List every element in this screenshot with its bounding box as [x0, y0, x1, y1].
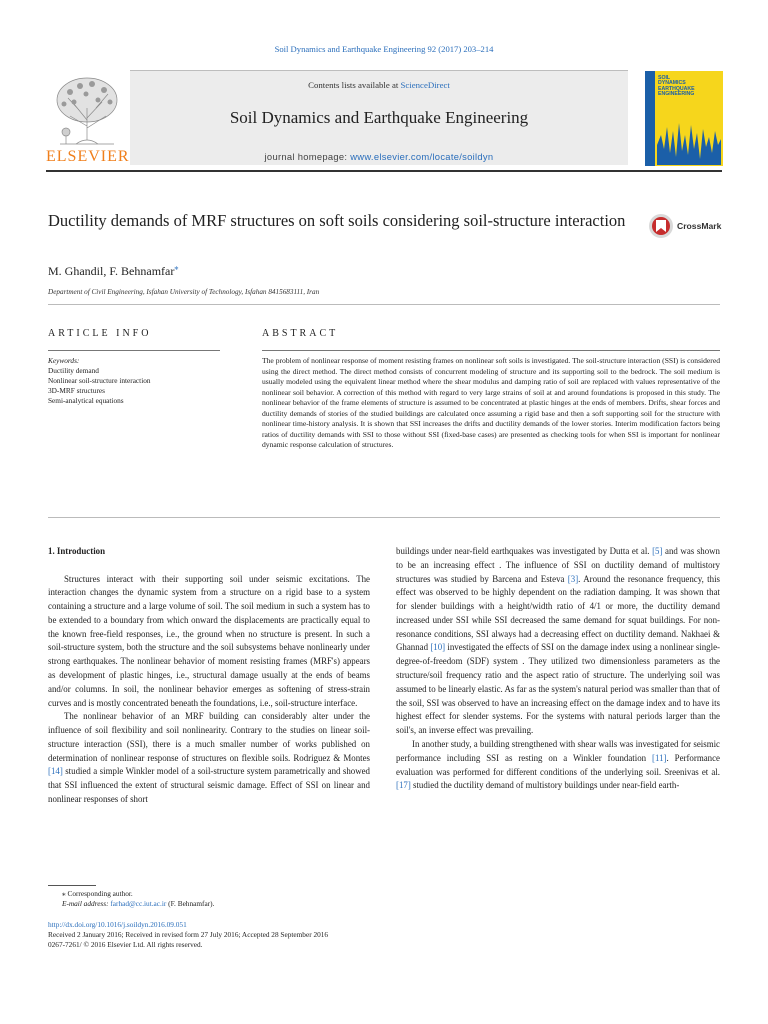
text-run: investigated the effects of SSI on the damage index using a nonlinear single-degree-of-freedom (SDF) system . They utilized two dimensionless parameters as the structure/soil frequency ratio and the aspect ratio of structure. The underlying soil was assumed to be linearly elastic. As far as the system's natural period was smaller than that of the soil, SSI was observed to have an increasing effect on the damage index and to have its highest effect for slender systems. For the systems with natural periods larger than the soil's, an inverse effect was prevailing. [396, 642, 720, 736]
contents-line [130, 80, 628, 90]
abstract-heading: ABSTRACT [262, 328, 339, 339]
abstract-end-divider [48, 517, 720, 518]
crossmark-label[interactable]: CrossMark [677, 221, 722, 231]
text-run: studied the ductility demand of multistory buildings under near-field earth- [410, 780, 680, 791]
elsevier-wordmark[interactable]: ELSEVIER [46, 148, 130, 165]
sciencedirect-link[interactable]: ScienceDirect [400, 80, 450, 90]
text-run: studied a simple Winkler model of a soil-structure system parametrically and showed that SSI influenced the extent of structural seismic damage. Effect of SSI on linear and nonlinear responses of short [48, 766, 370, 805]
abstract-text: The problem of nonlinear response of moment resisting frames on nonlinear soft soils is investigated. The soil-structure interaction (SSI) is considered using the direct method. The direct method consists of concurrent modeling of structure and its supporting soil to the bedrock. The soil medium is usually modeled using the equivalent linear method where the shear modulus and damping ratio of soil are replaced with values representative of the nonlinear soil behavior. A correction of this method with regard to very large strains of soil at and around foundations is proposed in this study. The nonlinear behavior of the frame elements of structure is assumed to be concentrated at plastic hinges at the ends of members. Drifts, shear forces and ductility demands of stories of the studied buildings are calculated once assuming a rigid base and then a soft supporting soil for the structure with nonlinear time-history analysis. It is shown that SSI increases the drifts and ductility demands of the lower stories. Interim modification factors being ratios of ductility demands with SSI to those without SSI (fixed-base cases) are presented as checking tools for when SSI is important for nonlinear dynamic response calculation of structures. [262, 356, 720, 450]
article-info-heading: ARTICLE INFO [48, 328, 152, 339]
received-dates: Received 2 January 2016; Received in revised form 27 July 2016; Accepted 28 September 2016 [48, 930, 329, 939]
body-paragraph: Structures interact with their supporting soil under seismic excitations. The interaction changes the dynamic system from a structure on a rigid base to a system containing a structure and a large volume of soil. The soil medium in such a system has to be extended to a boundary from which onward the displacements are practically equal to the known free-field responses, i.e., the ground when no structure is present. In such a soil-structure system, both the structure and the soil subsystems behave nonlinearly under strong earthquakes. The nonlinear behavior of moment resisting frames (MRF's) appears as development of plastic hinges, i.e., structural damage usually at the ends of beams and/or columns. In soil, the nonlinear behavior emerges as softening of stress-strain curves and is mostly concentrated beneath the foundations, i.e., soil-structure interface. [48, 573, 370, 708]
text-run: buildings under near-field earthquakes was investigated by Dutta et al. [396, 546, 653, 556]
keyword-item: Semi-analytical equations [48, 396, 124, 405]
corresponding-author-marker[interactable]: ⁎ [174, 263, 179, 272]
affiliation-divider [48, 304, 720, 305]
cover-title-line: SOIL [658, 75, 671, 81]
publication-info [48, 920, 468, 950]
body-right-column [396, 545, 720, 793]
reference-link[interactable]: [17] [396, 780, 411, 791]
reference-link[interactable]: [10] [430, 642, 446, 653]
text-run: . Performance evaluation was performed for different conditions of the underlying soil. Sreenivas et al. [396, 752, 720, 777]
journal-cover-thumbnail[interactable] [645, 71, 723, 166]
footnote-divider [48, 885, 96, 886]
cover-blue-strip [645, 71, 655, 166]
journal-title: Soil Dynamics and Earthquake Engineering [229, 108, 529, 127]
keywords-label: Keywords: [48, 356, 80, 365]
email-note [48, 899, 378, 909]
homepage-prefix: journal homepage: [264, 151, 351, 162]
email-suffix: (F. Behnamfar). [166, 899, 215, 908]
doi-link[interactable]: http://dx.doi.org/10.1016/j.soildyn.2016.09.051 [48, 920, 187, 929]
body-paragraph [48, 710, 370, 806]
homepage-link[interactable]: www.elsevier.com/locate/soildyn [350, 151, 494, 162]
keyword-item: 3D-MRF structures [48, 386, 105, 395]
cover-seismogram-graphic [657, 105, 721, 165]
authors [48, 263, 178, 279]
reference-link[interactable]: [14] [48, 766, 63, 777]
journal-homepage [130, 151, 628, 162]
cover-title-line: DYNAMICS [658, 80, 686, 87]
cover-title-line: EARTHQUAKE [658, 85, 695, 92]
copyright: 0267-7261/ © 2016 Elsevier Ltd. All rights reserved. [48, 940, 203, 949]
keyword-item: Nonlinear soil-structure interaction [48, 376, 151, 385]
reference-link[interactable]: [5] [652, 546, 663, 556]
text-run: In another study, a building strengthened with shear walls was investigated for seismic performance including SSI as resting on a Winkler foundation [396, 738, 720, 763]
keywords-block [48, 356, 228, 406]
journal-citation[interactable]: Soil Dynamics and Earthquake Engineering 92 (2017) 203–214 [274, 44, 494, 54]
cover-title-line: ENGINEERING [658, 91, 695, 98]
footnotes [48, 889, 378, 909]
section-heading: 1. Introduction [48, 546, 106, 556]
email-link[interactable]: farhad@cc.iut.ac.ir [110, 899, 167, 908]
body-left-column [48, 545, 370, 807]
text-run: The nonlinear behavior of an MRF building can considerably alter under the influence of soil flexibility and soil nonlinearity. Contrary to the studies on linear soil-structure interaction (SSI), there is a much smaller number of works published on determination of nonlinear response of structures on flexible soils. Rodriguez & Montes [48, 711, 370, 763]
email-label: E-mail address: [62, 899, 111, 908]
text-run: . Around the resonance frequency, this effect was observed to be highly dependent on the radiation damping. It was shown that for slender buildings with a height/width ratio of 4/1 or more, the ductility demand increased under SSI while SSI decreased the same demand for squat buildings. For non-resonance conditions, SSI always had a decreasing effect on ductility demand. Nakhaei & Ghannad [396, 573, 721, 653]
affiliation: Department of Civil Engineering, Isfahan University of Technology, Isfahan 8415683111, Iran [48, 288, 320, 296]
contents-prefix: Contents lists available at [308, 80, 401, 90]
keyword-item: Ductility demand [48, 366, 99, 375]
text-run: and was shown to be an increasing effect . The influence of SSI on ductility demand of multistory structures was studied by Barcena and Esteva [396, 546, 720, 584]
abstract-divider [262, 350, 720, 351]
crossmark-icon[interactable] [648, 213, 674, 239]
article-title: Ductility demands of MRF structures on soft soils considering soil-structure interaction [48, 211, 626, 230]
header-divider [46, 170, 722, 172]
reference-link[interactable]: [11] [652, 752, 667, 763]
cover-title [658, 76, 722, 98]
author-names: M. Ghandil, F. Behnamfar [48, 264, 175, 278]
article-info-divider [48, 350, 220, 351]
body-paragraph [396, 738, 720, 793]
reference-link[interactable]: [3] [567, 573, 579, 584]
body-paragraph [396, 545, 720, 738]
corresponding-author-note: ⁎ Corresponding author. [62, 889, 133, 898]
